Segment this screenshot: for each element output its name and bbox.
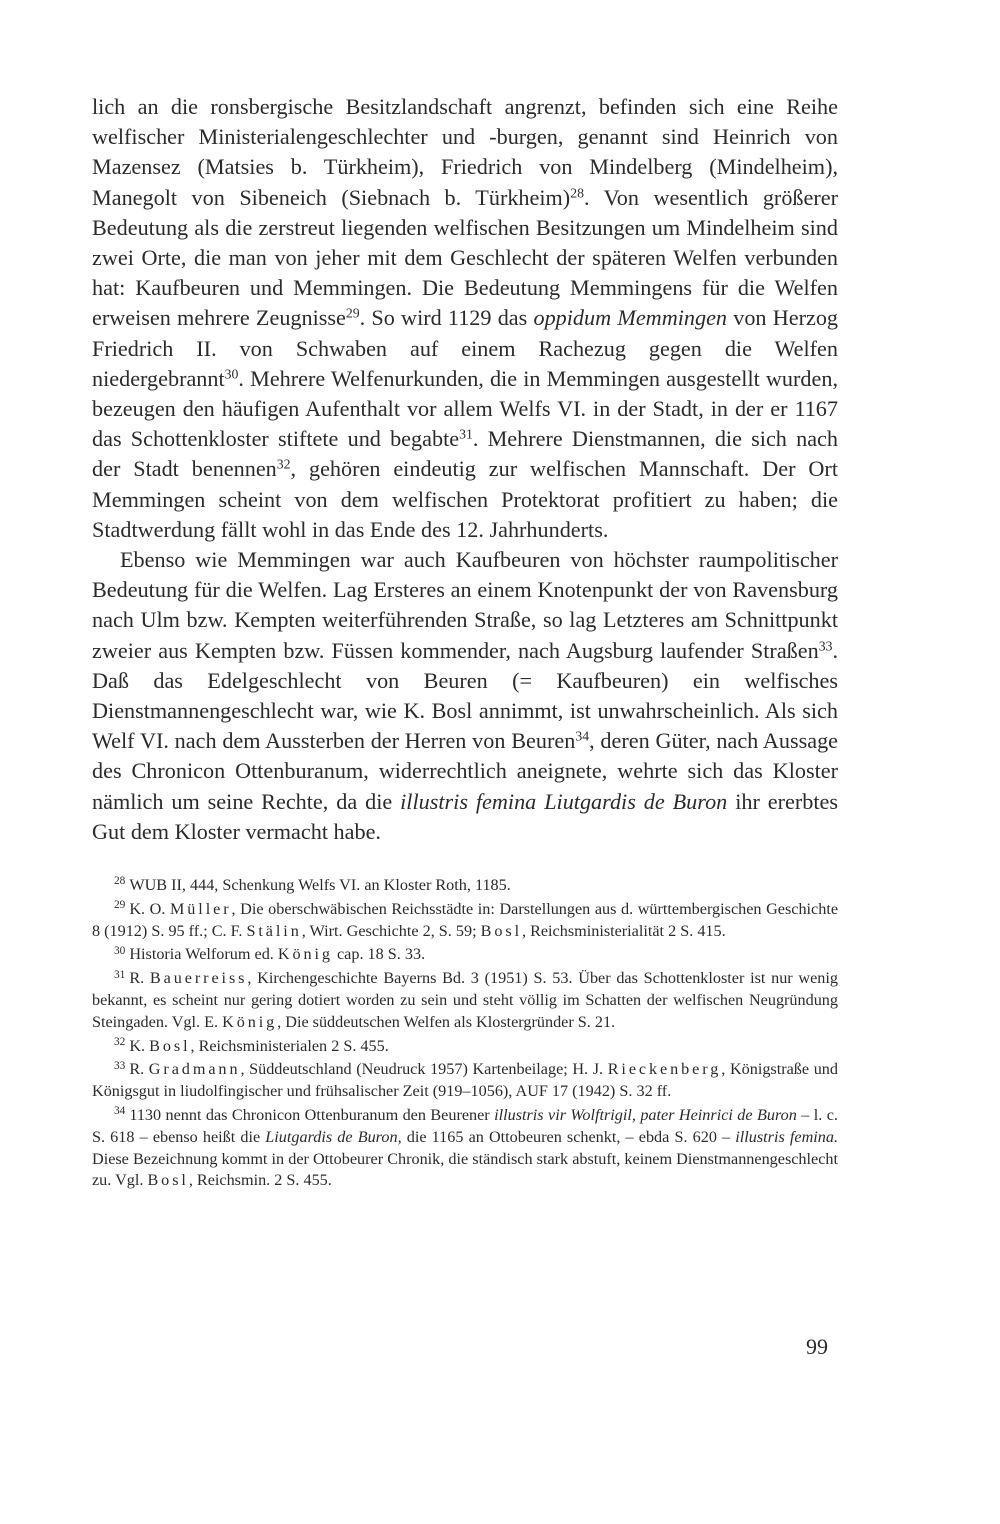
main-text	[92, 92, 838, 847]
footnote-33	[92, 1059, 838, 1103]
footnote-ref: 30	[224, 366, 239, 382]
footnote-ref: 29	[345, 305, 360, 321]
text-run: , Die oberschwäbischen Reichsstädte in: Darstellungen aus d. württembergischen Geschichte 8 (1912) S. 95 ff.; C. F.	[92, 899, 839, 940]
text-run: . Mehrere Welfenurkunden, die in Memmingen ausgestellt wurden, bezeugen den häufigen Aufenthalt vor allem Welfs VI. in der Stadt, in der er 1167 das Schottenkloster stiftete und begabte	[92, 365, 838, 452]
text-run: , Wirt. Geschichte 2, S. 59;	[301, 921, 481, 940]
footnote-28	[92, 875, 838, 897]
footnote-ref: 33	[818, 638, 833, 654]
footnote-32	[92, 1036, 838, 1058]
page-number: 99	[806, 1334, 828, 1359]
footnote-ref: 28	[570, 185, 584, 201]
author-name: Bosl	[480, 921, 522, 940]
text-run: K. O.	[129, 899, 170, 918]
footnote-34	[92, 1105, 838, 1192]
text-run: – l. c. S. 618 – ebenso heißt die	[92, 1106, 838, 1146]
text-run: . Mehrere Dienstmannen, die sich nach der Stadt benennen	[92, 426, 838, 482]
paragraph	[92, 545, 838, 847]
text-run: , Königstraße und Königsgut in liudolfingischer und frühsalischer Zeit (919–1056), AUF 17 (1942) S. 32 ff.	[92, 1060, 838, 1101]
italic-text: Liutgardis de Buron,	[265, 1127, 402, 1146]
text-run: , Süddeutschland (Neudruck 1957) Kartenbeilage; H. J.	[240, 1060, 608, 1079]
text-run: , gehören eindeutig zur welfischen Mannschaft. Der Ort Memmingen scheint von dem welfischen Protektorat profitiert zu haben; die Stadtwerdung fällt wohl in das Ende des 12. Jahrhunderts.	[92, 456, 838, 542]
footnotes	[92, 875, 838, 1192]
footnote-ref: 32	[276, 456, 291, 472]
text-run: R.	[129, 1060, 149, 1079]
text-run: Ebenso wie Memmingen war auch Kaufbeuren von höchster raumpolitischer Bedeutung für die Welfen. Lag Ersteres an einem Knotenpunkt der von Ravensburg nach Ulm bzw. Kempten weiterführenden Straße, so lag Letzteres am Schnittpunkt zweier aus Kempten bzw. Füssen kommender, nach Augsburg laufender Straßen	[92, 547, 838, 663]
italic-text: oppidum Memmingen	[533, 305, 728, 331]
author-name: Müller	[169, 899, 232, 918]
text-run: die 1165 an Ottobeuren schenkt, – ebda S. 620 –	[401, 1127, 736, 1146]
author-name: Bosl	[147, 1171, 189, 1190]
footnote-number: 33	[114, 1059, 126, 1072]
italic-text: illustris vir Wolftrigil, pater Heinrici de Buron	[494, 1106, 797, 1125]
text-run: lich an die ronsbergische Besitzlandschaft angrenzt, befinden sich eine Reihe welfischer Ministerialengeschlechter und -burgen, genannt sind Heinrich von Mazensez (Matsies b. Türkheim), Friedrich von Mindelberg (Mindelheim), Manegolt von Sibeneich (Siebnach b. Türkheim)	[92, 94, 838, 210]
footnote-number: 28	[114, 875, 126, 888]
text-run: ihr ererbtes Gut dem Kloster vermacht habe.	[92, 788, 838, 844]
author-name: Bosl	[149, 1036, 191, 1055]
footnote-number: 34	[114, 1105, 126, 1118]
author-name: König	[222, 1012, 278, 1031]
footnote-ref: 34	[575, 728, 590, 744]
author-name: König	[277, 945, 333, 964]
text-run: WUB II, 444, Schenkung Welfs VI. an Kloster Roth, 1185.	[129, 876, 511, 895]
footnote-number: 29	[114, 899, 126, 912]
text-run: 1130 nennt das Chronicon Ottenburanum den Beurener	[129, 1106, 495, 1125]
text-run: , Reichsministerialen 2 S. 455.	[190, 1036, 389, 1055]
text-run: , Kirchengeschichte Bayerns Bd. 3 (1951) S. 53. Über das Schottenkloster ist nur wenig bekannt, es scheint nur gering dotiert worden zu sein und steht völlig im Schatten der welfischen Neugründung Steingaden. Vgl. E.	[92, 969, 838, 1031]
author-name: Rieckenberg	[607, 1060, 722, 1079]
text-run: R.	[129, 969, 150, 988]
footnote-number: 32	[114, 1036, 126, 1048]
text-run: . So wird 1129 das	[359, 305, 534, 331]
text-run: , Reichsministerialität 2 S. 415.	[521, 921, 726, 940]
author-name: Stälin	[246, 921, 302, 940]
italic-text: illustris femina.	[735, 1127, 838, 1146]
paragraph	[92, 92, 838, 545]
text-run: . Von wesentlich größerer Bedeutung als die zerstreut liegenden welfischen Besitzungen um Mindelheim sind zwei Orte, die man von jeher mit dem Geschlecht der späteren Welfen verbunden hat: Kaufbeuren und Memmingen. Die Bedeutung Memmingens für die Welfen erweisen mehrere Zeugnisse	[92, 184, 838, 331]
italic-text: illustris femina Liutgardis de Buron	[400, 788, 728, 814]
footnote-31	[92, 968, 838, 1033]
footnote-ref: 31	[459, 426, 473, 442]
text-run: cap. 18 S. 33.	[332, 945, 426, 964]
text-run: , Die süddeutschen Welfen als Klostergründer S. 21.	[277, 1012, 616, 1031]
footnote-29	[92, 899, 838, 943]
footnote-number: 31	[114, 968, 126, 981]
text-run: , Reichsmin. 2 S. 455.	[188, 1171, 332, 1190]
text-run: Diese Bezeichnung kommt in der Ottobeurer Chronik, die ständisch stark abstuft, keinem Dienstmannengeschlecht zu. Vgl.	[92, 1149, 838, 1190]
text-run: K.	[129, 1036, 150, 1055]
author-name: Gradmann	[148, 1060, 241, 1079]
page	[92, 92, 838, 1194]
text-run: Historia Welforum ed.	[129, 945, 278, 964]
author-name: Bauerreiss	[149, 969, 248, 988]
text-run: . Daß das Edelgeschlecht von Beuren (= Kaufbeuren) ein welfisches Dienstmannengeschlecht war, wie K. Bosl annimmt, ist unwahrscheinlich. Als sich Welf VI. nach dem Aussterben der Herren von Beuren	[92, 637, 838, 754]
footnote-number: 30	[114, 944, 126, 957]
text-run: , deren Güter, nach Aussage des Chronicon Ottenburanum, widerrechtlich aneignete, wehrte sich das Kloster nämlich um seine Rechte, da die	[92, 728, 839, 814]
text-run: von Herzog Friedrich II. von Schwaben auf einem Rachezug gegen die Welfen niedergebrannt	[92, 305, 839, 391]
footnote-30	[92, 944, 838, 966]
